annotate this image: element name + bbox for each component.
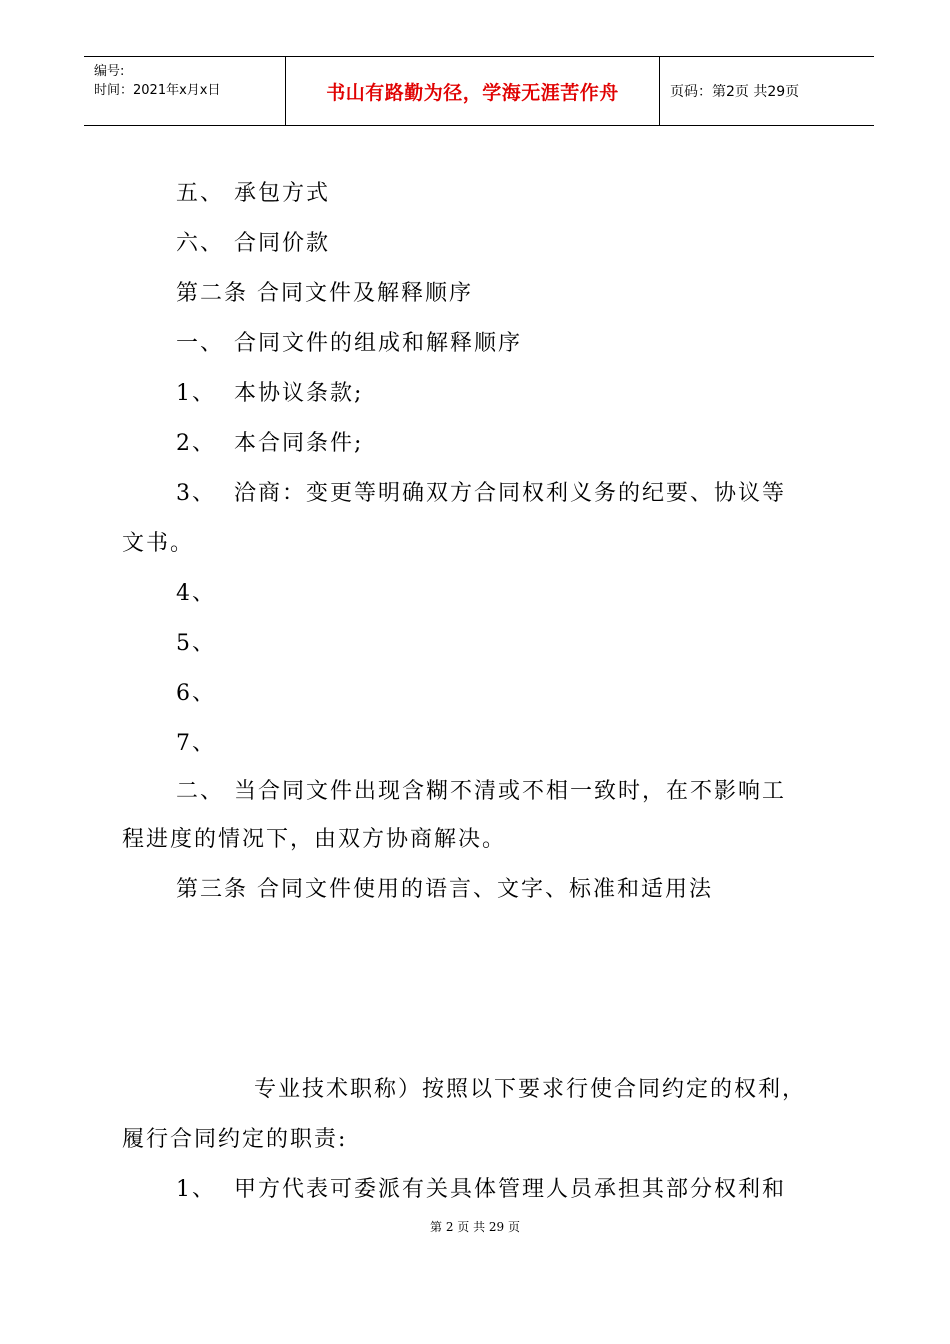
item-number: 五、 xyxy=(176,181,225,206)
item-number: 一、 xyxy=(176,331,225,356)
item-text: 履行合同约定的职责: xyxy=(122,1127,348,1152)
item-text: 洽商：变更等明确双方合同权利义务的纪要、协议等 xyxy=(234,481,787,506)
item-number: 4、 xyxy=(176,581,216,606)
page-footer: 第 2 页 共 29 页 xyxy=(430,1220,520,1234)
header-meta xyxy=(84,57,286,125)
item-number: 5、 xyxy=(176,631,216,656)
body-line xyxy=(176,726,234,757)
item-text: 第三条 合同文件使用的语言、文字、标准和适用法 xyxy=(176,877,713,902)
item-text: 本协议条款; xyxy=(234,381,364,406)
header-page-number: 页码：第2页 共29页 xyxy=(670,84,800,100)
body-line xyxy=(176,226,330,257)
header-motto: 书山有路勤为径，学海无涯苦作舟 xyxy=(286,57,660,125)
item-text: 甲方代表可委派有关具体管理人员承担其部分权利和 xyxy=(234,1177,787,1202)
body-line xyxy=(176,1172,786,1203)
body-line xyxy=(176,326,522,357)
body-line xyxy=(122,526,194,557)
body-line xyxy=(254,1072,806,1103)
body-line xyxy=(176,476,786,507)
item-text: 承包方式 xyxy=(234,181,331,206)
item-number: 二、 xyxy=(176,779,225,804)
item-text: 合同文件的组成和解释顺序 xyxy=(234,331,523,356)
body-line xyxy=(176,176,330,207)
item-number: 1、 xyxy=(176,1177,216,1202)
body-line xyxy=(176,426,363,457)
article-heading xyxy=(176,872,713,903)
body-line xyxy=(176,774,786,805)
item-text: 当合同文件出现含糊不清或不相一致时，在不影响工 xyxy=(234,779,787,804)
item-number: 1、 xyxy=(176,381,216,406)
body-line xyxy=(176,576,234,607)
item-text: 合同价款 xyxy=(234,231,331,256)
article-heading xyxy=(176,276,473,307)
body-line xyxy=(176,376,363,407)
serial-label: 编号: xyxy=(94,64,125,79)
item-text: 文书。 xyxy=(122,531,195,556)
item-number: 3、 xyxy=(176,481,216,506)
item-number: 六、 xyxy=(176,231,225,256)
item-number: 7、 xyxy=(176,731,216,756)
body-line xyxy=(176,676,234,707)
date-label: 时间：2021年x月x日 xyxy=(94,83,221,98)
page-header xyxy=(84,56,874,126)
item-text: 本合同条件; xyxy=(234,431,364,456)
item-number: 2、 xyxy=(176,431,216,456)
item-text: 专业技术职称）按照以下要求行使合同约定的权利， xyxy=(254,1077,807,1102)
item-number: 6、 xyxy=(176,681,216,706)
body-line xyxy=(122,822,506,853)
item-text: 第二条 合同文件及解释顺序 xyxy=(176,281,473,306)
body-line xyxy=(122,1122,347,1153)
body-line xyxy=(176,626,234,657)
item-text: 程进度的情况下，由双方协商解决。 xyxy=(122,827,507,852)
